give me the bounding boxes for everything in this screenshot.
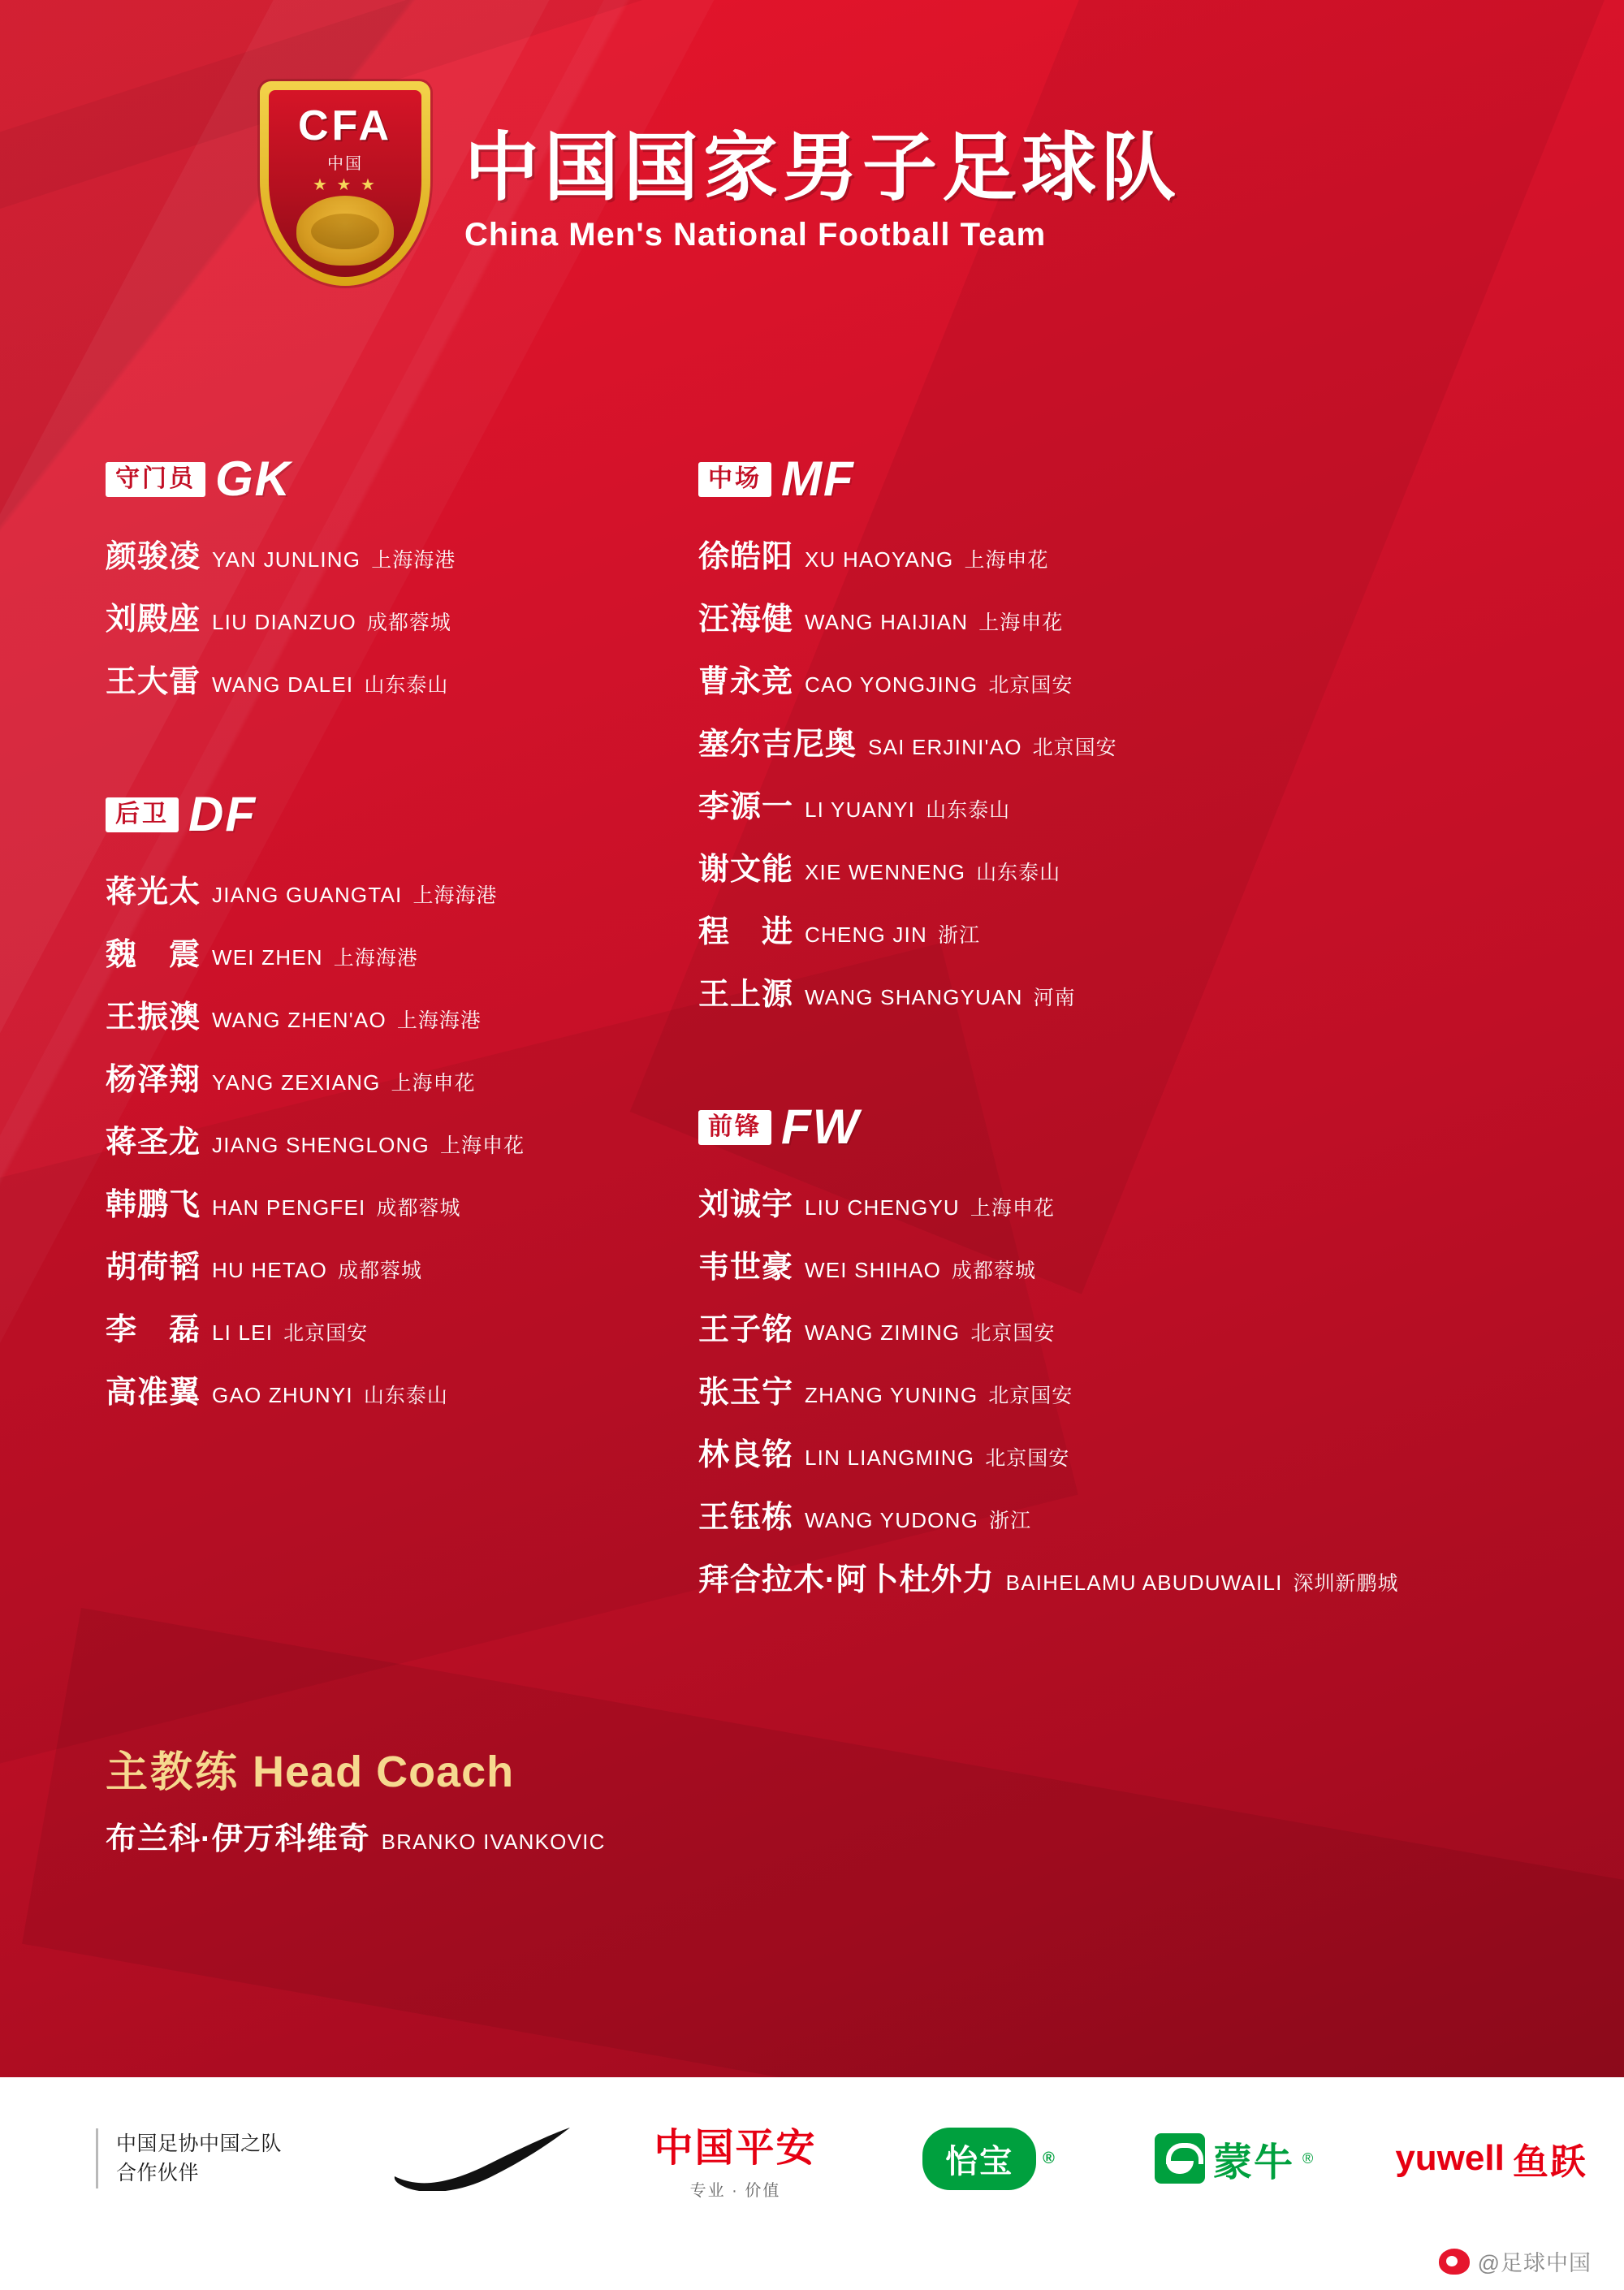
player-name-cn: 韦世豪 [698,1251,794,1285]
list-item [698,1492,1551,1536]
player-name-en: WEI SHIHAO [805,1258,942,1282]
player-name-en: WANG ZHEN'AO [212,1008,387,1032]
player-name-en: JIANG GUANGTAI [212,883,403,907]
position-group-gk [106,452,739,701]
sponsor-logo-mengniu [1109,2106,1358,2211]
player-name-cn: 曹永竞 [698,665,794,699]
player-name-en: BAIHELAMU ABUDUWAILI [1005,1571,1283,1595]
player-name-en: SAI ERJINI'AO [868,735,1022,759]
player-club: 北京国安 [988,1385,1073,1407]
player-name-en: LI YUANYI [805,797,916,822]
head-coach-name-row [106,1813,1080,1858]
list-item [698,531,1551,576]
position-label-cn: 后卫 [106,797,179,832]
watermark-text: @足球中国 [1477,2251,1592,2275]
player-club: 山东泰山 [364,674,449,697]
list-item [106,1367,739,1411]
player-name-en: CAO YONGJING [805,672,978,697]
title-block [464,128,1181,253]
list-item [106,1242,739,1286]
crest-cfa-text: CFA [298,102,392,149]
nike-swoosh-icon [388,2126,575,2191]
player-name-cn: 程 进 [698,915,794,949]
head-coach-label-en: Head Coach [253,1748,515,1796]
list-item [698,1304,1551,1349]
player-name-en: WANG ZIMING [805,1320,961,1345]
player-name-en: HU HETAO [212,1258,328,1282]
player-name-cn: 胡荷韬 [106,1251,201,1285]
player-name-en: WEI ZHEN [212,945,323,970]
player-club: 成都蓉城 [366,611,451,634]
player-club: 北京国安 [970,1322,1056,1345]
list-item [698,1429,1551,1474]
crest-stars: ★ ★ ★ [313,176,378,194]
player-club: 成都蓉城 [338,1260,423,1282]
list-item [106,1117,739,1161]
sponsor-list [0,2077,1624,2240]
player-name-en: WANG DALEI [212,672,354,697]
position-label-en: MF [781,452,855,506]
player-club: 北京国安 [985,1447,1070,1470]
position-header [106,452,739,506]
player-name-cn: 韩鹏飞 [106,1188,201,1222]
list-item [106,594,739,638]
yuwell-name-cn: 鱼跃 [1512,2142,1587,2182]
player-club: 浙江 [989,1510,1032,1532]
player-club: 上海海港 [333,947,418,970]
list-item [698,1179,1551,1224]
player-name-en: XU HAOYANG [805,547,954,572]
list-item [106,1179,739,1224]
roster-column-left [106,452,739,1429]
player-club: 上海海港 [412,884,498,907]
player-name-cn: 王振澳 [106,1000,201,1035]
sponsor-bar [0,2077,1624,2290]
player-name-cn: 蒋光太 [106,875,201,910]
watermark [1439,2245,1592,2277]
pingan-tagline: 专业 · 价值 [689,2182,781,2200]
sponsor-logo-yuwell [1358,2106,1624,2211]
player-name-cn: 李 磊 [106,1313,201,1347]
partner-caption [96,2128,361,2188]
head-coach-name-en: BRANKO IVANKOVIC [381,1830,606,1854]
player-name-cn: 王钰栋 [698,1501,794,1535]
player-name-en: WANG YUDONG [805,1508,979,1532]
sponsor-logo-pingan [603,2106,868,2211]
list-item [698,781,1551,826]
player-club: 山东泰山 [926,799,1011,822]
player-club: 上海申花 [970,1197,1055,1220]
head-coach-section [106,1738,1080,1858]
player-name-cn: 谢文能 [698,853,794,887]
sponsor-logo-yibao [868,2106,1109,2211]
list-item [106,531,739,576]
player-name-cn: 汪海健 [698,603,794,637]
player-name-cn: 刘殿座 [106,603,201,637]
player-name-en: LIN LIANGMING [805,1445,975,1470]
cfa-crest-icon [260,81,430,300]
player-name-cn: 徐皓阳 [698,540,794,574]
yibao-name: 怡宝 [945,2143,1014,2180]
player-club: 深圳新鹏城 [1293,1572,1399,1595]
player-club: 山东泰山 [363,1385,448,1407]
page-title-cn: 中国国家男子足球队 [464,126,1181,210]
position-group-mf [698,452,1551,1013]
yibao-trademark: ® [1043,2149,1055,2167]
player-name-en: YAN JUNLING [212,547,361,572]
mengniu-trademark: ® [1302,2150,1314,2167]
list-item [698,594,1551,638]
player-name-en: HAN PENGFEI [212,1195,366,1220]
player-name-en: WANG SHANGYUAN [805,985,1023,1009]
list-item [698,656,1551,701]
position-label-en: FW [781,1100,861,1154]
player-name-en: YANG ZEXIANG [212,1070,381,1095]
player-club: 北京国安 [1032,737,1117,759]
pingan-name: 中国平安 [654,2127,817,2170]
mengniu-mark-icon [1155,2133,1205,2184]
player-club: 上海海港 [371,549,456,572]
player-name-cn: 王上源 [698,978,794,1012]
player-name-cn: 高准翼 [106,1376,201,1410]
player-name-en: LIU DIANZUO [212,610,356,634]
player-name-cn: 林良铭 [698,1438,794,1472]
list-item [698,1242,1551,1286]
player-name-en: WANG HAIJIAN [805,610,969,634]
page-title-en: China Men's National Football Team [464,217,1047,253]
roster-column-right [698,452,1551,1617]
yuwell-name-en: yuwell [1395,2138,1505,2178]
partner-caption-line2: 合作伙伴 [116,2162,200,2184]
position-label-cn: 守门员 [106,462,205,497]
position-label-en: DF [188,787,257,841]
crest-dragon-icon [296,196,394,266]
position-group-fw [698,1100,1551,1599]
mengniu-name: 蒙牛 [1212,2141,1294,2184]
list-item [698,906,1551,951]
position-label-cn: 前锋 [698,1110,771,1145]
player-club: 山东泰山 [976,862,1061,884]
player-name-cn: 蒋圣龙 [106,1126,201,1160]
player-club: 上海海港 [396,1009,482,1032]
player-club: 成都蓉城 [376,1197,461,1220]
head-coach-header [106,1738,1080,1799]
player-name-cn: 李源一 [698,790,794,824]
player-club: 北京国安 [988,674,1073,697]
head-coach-label-cn: 主教练 [106,1749,240,1796]
player-club: 上海申花 [439,1134,525,1157]
player-name-cn: 塞尔吉尼奥 [698,728,857,762]
position-label-en: GK [215,452,292,506]
yibao-badge [922,2128,1036,2190]
player-name-en: LIU CHENGYU [805,1195,960,1220]
player-name-cn: 拜合拉木·阿卜杜外力 [698,1563,995,1597]
position-header [106,787,739,841]
player-name-cn: 刘诚宇 [698,1188,794,1222]
position-header [698,452,1551,506]
player-name-en: ZHANG YUNING [805,1383,978,1407]
list-item [698,969,1551,1013]
player-name-en: CHENG JIN [805,922,927,947]
list-item [698,1554,1551,1599]
head-coach-name-cn: 布兰科·伊万科维奇 [106,1822,370,1856]
weibo-icon [1439,2249,1470,2275]
list-item [106,656,739,701]
player-name-en: JIANG SHENGLONG [212,1133,430,1157]
list-item [106,929,739,974]
position-header [698,1100,1551,1154]
position-group-df [106,787,739,1411]
list-item [698,719,1551,763]
player-name-en: XIE WENNENG [805,860,966,884]
crest-inner [269,90,421,277]
player-name-cn: 颜骏凌 [106,540,201,574]
position-label-cn: 中场 [698,462,771,497]
player-name-cn: 王子铭 [698,1313,794,1347]
list-item [698,844,1551,888]
player-club: 浙江 [937,924,980,947]
player-name-cn: 杨泽翔 [106,1063,201,1097]
poster-header [0,0,1624,382]
player-club: 河南 [1033,987,1076,1009]
list-item [698,1367,1551,1411]
player-club: 北京国安 [283,1322,369,1345]
player-club: 上海申花 [391,1072,476,1095]
list-item [106,992,739,1036]
player-name-en: LI LEI [212,1320,274,1345]
player-club: 上海申花 [964,549,1049,572]
player-name-cn: 张玉宁 [698,1376,794,1410]
partner-caption-line1: 中国足协中国之队 [116,2132,283,2155]
list-item [106,1054,739,1099]
player-name-en: GAO ZHUNYI [212,1383,353,1407]
player-name-cn: 魏 震 [106,938,201,972]
player-club: 上海申花 [978,611,1064,634]
player-name-cn: 王大雷 [106,665,201,699]
list-item [106,1304,739,1349]
crest-cn-text: 中国 [327,155,363,173]
divider [96,2128,98,2188]
player-club: 成都蓉城 [952,1260,1037,1282]
list-item [106,866,739,911]
sponsor-logo-nike [361,2106,603,2211]
